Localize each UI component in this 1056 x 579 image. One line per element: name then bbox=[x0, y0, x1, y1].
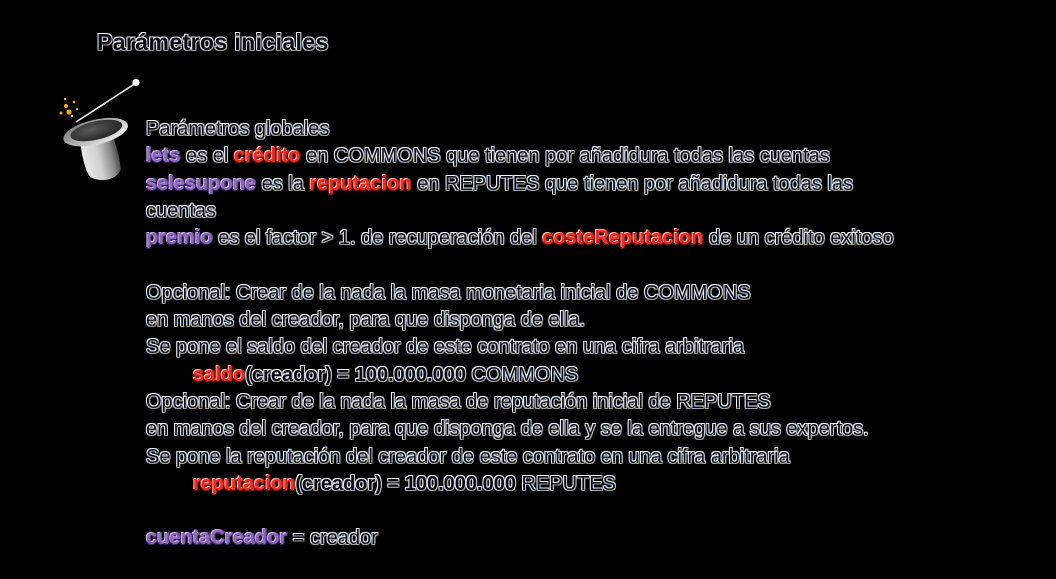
text-segment: (creador) = 100.000.000 bbox=[295, 472, 516, 495]
text-segment: en manos del creador, para que disponga de ella. bbox=[146, 309, 586, 332]
text-segment: COMMONS bbox=[465, 363, 579, 386]
text-line bbox=[146, 334, 1051, 361]
text-line bbox=[146, 471, 1051, 498]
text-segment: de un crédito exitoso bbox=[703, 227, 894, 250]
text-line bbox=[146, 171, 1051, 198]
text-segment: reputacion bbox=[309, 172, 412, 195]
text-segment: lets bbox=[146, 145, 181, 168]
text-line bbox=[146, 198, 1051, 225]
text-segment: costeReputacion bbox=[542, 227, 704, 250]
text-line bbox=[146, 416, 1051, 443]
text-segment: premio bbox=[146, 227, 213, 250]
page-title: Parámetros iniciales bbox=[97, 29, 329, 55]
text-segment: REPUTES bbox=[515, 472, 616, 495]
text-segment: Opcional: Crear de la nada la masa monetaria inicial de COMMONS bbox=[146, 281, 751, 304]
text-segment: Se pone la reputación del creador de este contrato en una cifra arbitraria bbox=[146, 445, 790, 468]
text-segment: en COMMONS que tienen por añadidura todas las cuentas bbox=[300, 145, 830, 168]
text-segment: es el factor > 1. de recuperación del bbox=[212, 227, 543, 250]
text-segment: crédito bbox=[233, 145, 301, 168]
text-line bbox=[146, 498, 1051, 525]
text-segment: saldo bbox=[193, 363, 246, 386]
text-segment: (creador) = 100.000.000 bbox=[245, 363, 466, 386]
text-segment: Parámetros globales bbox=[146, 118, 330, 140]
body-text bbox=[146, 116, 1051, 553]
text-segment: cuentaCreador bbox=[146, 527, 288, 550]
text-segment: es el bbox=[180, 145, 234, 168]
text-segment: es la bbox=[256, 172, 310, 195]
text-line bbox=[146, 307, 1051, 334]
text-line bbox=[146, 143, 1051, 170]
text-line bbox=[146, 116, 1051, 143]
text-segment: cuentas bbox=[146, 199, 217, 222]
text-segment: = creador bbox=[287, 527, 378, 550]
magic-hat-icon bbox=[52, 76, 147, 188]
text-line bbox=[146, 525, 1051, 552]
text-line bbox=[146, 252, 1051, 279]
text-line bbox=[146, 225, 1051, 252]
top-hat-icon bbox=[61, 113, 139, 188]
text-segment: selesupone bbox=[146, 172, 257, 195]
text-line bbox=[146, 444, 1051, 471]
magic-wand-icon bbox=[76, 79, 140, 122]
text-segment: Se pone el saldo del creador de este contrato en una cifra arbitraria bbox=[146, 336, 745, 359]
text-line bbox=[146, 389, 1051, 416]
text-segment: reputacion bbox=[193, 472, 296, 495]
text-segment: en manos del creador, para que disponga de ella y se la entregue a sus expertos. bbox=[146, 418, 869, 441]
text-line bbox=[146, 280, 1051, 307]
magic-hat-graphic bbox=[52, 76, 147, 188]
text-line bbox=[146, 362, 1051, 389]
text-segment: Opcional: Crear de la nada la masa de reputación inicial de REPUTES bbox=[146, 390, 771, 413]
sparkles-icon bbox=[60, 98, 79, 117]
text-segment: en REPUTES que tienen por añadidura todas las bbox=[411, 172, 854, 195]
